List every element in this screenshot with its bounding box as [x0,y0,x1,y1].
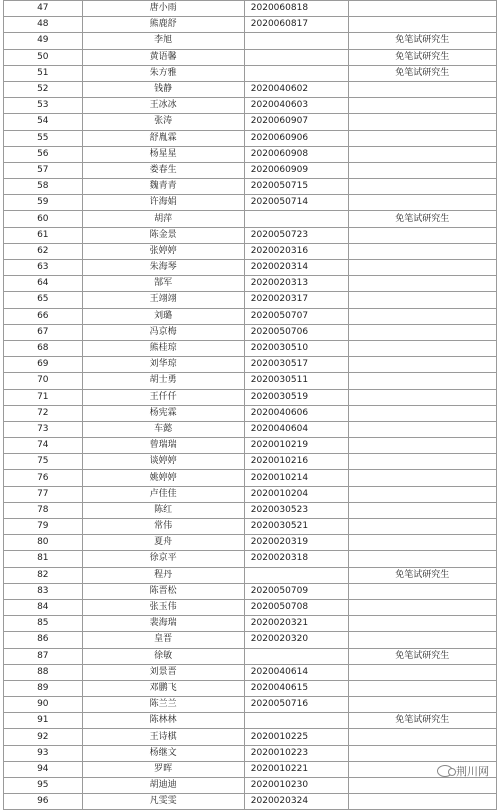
candidate-name: 王冰冰 [82,98,244,114]
candidate-name: 许海娟 [82,195,244,211]
remark: 免笔试研究生 [348,713,496,729]
candidate-name: 陈金景 [82,227,244,243]
exam-number: 2020050708 [244,599,348,615]
remark [348,729,496,745]
row-number: 49 [4,33,83,49]
remark: 免笔试研究生 [348,49,496,65]
row-number: 90 [4,697,83,713]
exam-number: 2020020317 [244,292,348,308]
exam-number: 2020010214 [244,470,348,486]
row-number: 73 [4,421,83,437]
remark [348,276,496,292]
table-row [4,340,497,356]
candidate-name: 陈红 [82,502,244,518]
row-number: 76 [4,470,83,486]
remark [348,308,496,324]
row-number: 87 [4,648,83,664]
table-row [4,162,497,178]
table-row [4,373,497,389]
row-number: 61 [4,227,83,243]
remark [348,502,496,518]
candidate-name: 熊桂琼 [82,340,244,356]
exam-number: 2020030519 [244,389,348,405]
row-number: 65 [4,292,83,308]
candidate-name: 程丹 [82,567,244,583]
row-number: 77 [4,486,83,502]
candidate-name: 黄语馨 [82,49,244,65]
row-number: 60 [4,211,83,227]
remark [348,486,496,502]
exam-number: 2020050706 [244,324,348,340]
row-number: 69 [4,357,83,373]
remark [348,599,496,615]
table-row [4,794,497,810]
watermark-text: 荆川网 [456,765,489,778]
row-number: 92 [4,729,83,745]
exam-number [244,713,348,729]
candidate-name: 朱海琴 [82,260,244,276]
row-number: 53 [4,98,83,114]
exam-number [244,33,348,49]
exam-number: 2020020324 [244,794,348,810]
row-number: 78 [4,502,83,518]
row-number: 84 [4,599,83,615]
candidate-name: 朱方雅 [82,65,244,81]
exam-number [244,211,348,227]
remark [348,778,496,794]
row-number: 48 [4,17,83,33]
remark [348,179,496,195]
row-number: 91 [4,713,83,729]
remark [348,405,496,421]
table-row [4,778,497,794]
remark [348,1,496,17]
table-row [4,599,497,615]
table-row [4,502,497,518]
remark [348,260,496,276]
table-row [4,308,497,324]
remark [348,324,496,340]
table-row [4,405,497,421]
exam-number: 2020040604 [244,421,348,437]
exam-number: 2020040615 [244,680,348,696]
candidate-name: 钱静 [82,81,244,97]
row-number: 96 [4,794,83,810]
row-number: 88 [4,664,83,680]
remark [348,551,496,567]
candidate-name: 陈林林 [82,713,244,729]
table-row [4,260,497,276]
row-number: 54 [4,114,83,130]
row-number: 81 [4,551,83,567]
row-number: 95 [4,778,83,794]
candidate-name: 胡迪迪 [82,778,244,794]
table-row [4,680,497,696]
exam-number: 2020050716 [244,697,348,713]
row-number: 80 [4,535,83,551]
table-row [4,130,497,146]
remark [348,535,496,551]
table-row [4,195,497,211]
chat-bubble-icon [437,765,453,777]
table-row [4,1,497,17]
row-number: 59 [4,195,83,211]
candidate-name: 王仟仟 [82,389,244,405]
table-row [4,114,497,130]
candidate-name: 曾瑞瑞 [82,438,244,454]
exam-number: 2020060908 [244,146,348,162]
remark [348,745,496,761]
candidate-name: 凡雯雯 [82,794,244,810]
candidate-name: 刘璐 [82,308,244,324]
table-row [4,519,497,535]
exam-number: 2020020313 [244,276,348,292]
candidate-name: 张玉伟 [82,599,244,615]
exam-number: 2020010204 [244,486,348,502]
candidate-name: 谈婷婷 [82,454,244,470]
table-row [4,324,497,340]
candidate-name: 陈兰兰 [82,697,244,713]
row-number: 83 [4,583,83,599]
candidate-name: 邓鹏飞 [82,680,244,696]
table-row [4,713,497,729]
table-row [4,421,497,437]
row-number: 79 [4,519,83,535]
exam-number: 2020020319 [244,535,348,551]
row-number: 82 [4,567,83,583]
exam-number: 2020030521 [244,519,348,535]
row-number: 55 [4,130,83,146]
table-row [4,65,497,81]
exam-number: 2020020316 [244,243,348,259]
remark [348,114,496,130]
remark: 免笔试研究生 [348,33,496,49]
row-number: 86 [4,632,83,648]
remark [348,357,496,373]
results-table [3,0,497,810]
table-row [4,454,497,470]
table-row [4,729,497,745]
table-row [4,81,497,97]
remark [348,794,496,810]
row-number: 72 [4,405,83,421]
candidate-name: 杨星星 [82,146,244,162]
exam-number: 2020010219 [244,438,348,454]
table-row [4,179,497,195]
remark: 免笔试研究生 [348,567,496,583]
exam-number: 2020060906 [244,130,348,146]
row-number: 51 [4,65,83,81]
exam-number: 2020040606 [244,405,348,421]
remark: 免笔试研究生 [348,211,496,227]
remark [348,421,496,437]
remark [348,81,496,97]
candidate-name: 卢佳佳 [82,486,244,502]
table-row [4,761,497,777]
exam-number: 2020020321 [244,616,348,632]
candidate-name: 王诗棋 [82,729,244,745]
exam-number: 2020010223 [244,745,348,761]
row-number: 70 [4,373,83,389]
candidate-name: 常伟 [82,519,244,535]
table-row [4,227,497,243]
row-number: 52 [4,81,83,97]
row-number: 67 [4,324,83,340]
table-row [4,292,497,308]
table-row [4,535,497,551]
row-number: 93 [4,745,83,761]
candidate-name: 杨继文 [82,745,244,761]
exam-number: 2020020314 [244,260,348,276]
exam-number [244,49,348,65]
remark [348,195,496,211]
candidate-name: 舒胤霖 [82,130,244,146]
table-row [4,616,497,632]
table-row [4,745,497,761]
remark [348,373,496,389]
exam-number: 2020050715 [244,179,348,195]
row-number: 68 [4,340,83,356]
remark [348,292,496,308]
exam-number: 2020040603 [244,98,348,114]
candidate-name: 胡士勇 [82,373,244,389]
row-number: 47 [4,1,83,17]
candidate-name: 娄春生 [82,162,244,178]
exam-number: 2020050707 [244,308,348,324]
remark [348,340,496,356]
remark [348,146,496,162]
table-row [4,697,497,713]
candidate-name: 郜军 [82,276,244,292]
remark [348,454,496,470]
remark [348,17,496,33]
exam-number: 2020060817 [244,17,348,33]
remark [348,389,496,405]
table-row [4,389,497,405]
remark [348,438,496,454]
remark [348,616,496,632]
candidate-name: 胡萍 [82,211,244,227]
row-number: 58 [4,179,83,195]
row-number: 63 [4,260,83,276]
row-number: 64 [4,276,83,292]
candidate-name: 徐敏 [82,648,244,664]
table-row [4,276,497,292]
table-row [4,470,497,486]
table-row [4,648,497,664]
candidate-name: 张婷婷 [82,243,244,259]
remark [348,98,496,114]
table-row [4,17,497,33]
candidate-name: 皇晋 [82,632,244,648]
exam-number: 2020020320 [244,632,348,648]
remark [348,680,496,696]
candidate-name: 裴海瑞 [82,616,244,632]
exam-number: 2020060818 [244,1,348,17]
row-number: 66 [4,308,83,324]
exam-number: 2020030523 [244,502,348,518]
row-number: 94 [4,761,83,777]
table-row [4,438,497,454]
remark [348,519,496,535]
remark [348,583,496,599]
exam-number: 2020030510 [244,340,348,356]
table-row [4,98,497,114]
exam-number [244,648,348,664]
exam-number: 2020010221 [244,761,348,777]
candidate-name: 陈晋松 [82,583,244,599]
remark [348,227,496,243]
table-row [4,357,497,373]
candidate-name: 车懿 [82,421,244,437]
table-row [4,583,497,599]
exam-number: 2020010225 [244,729,348,745]
candidate-name: 熊鹿舒 [82,17,244,33]
row-number: 56 [4,146,83,162]
row-number: 89 [4,680,83,696]
exam-number: 2020010230 [244,778,348,794]
exam-number: 2020050709 [244,583,348,599]
candidate-name: 姚婷婷 [82,470,244,486]
candidate-name: 李旭 [82,33,244,49]
table-row [4,211,497,227]
exam-number: 2020030517 [244,357,348,373]
remark [348,470,496,486]
table-row [4,146,497,162]
table-row [4,632,497,648]
remark: 免笔试研究生 [348,648,496,664]
exam-number: 2020030511 [244,373,348,389]
row-number: 75 [4,454,83,470]
results-table-body [4,1,497,810]
candidate-name: 魏青青 [82,179,244,195]
candidate-name: 张涛 [82,114,244,130]
exam-number: 2020060909 [244,162,348,178]
exam-number: 2020050723 [244,227,348,243]
remark [348,130,496,146]
exam-number: 2020020318 [244,551,348,567]
exam-number [244,65,348,81]
remark [348,632,496,648]
table-row [4,33,497,49]
row-number: 57 [4,162,83,178]
table-row [4,49,497,65]
table-row [4,567,497,583]
candidate-name: 王翊翊 [82,292,244,308]
remark [348,243,496,259]
table-row [4,243,497,259]
candidate-name: 罗晖 [82,761,244,777]
remark [348,162,496,178]
candidate-name: 刘华琼 [82,357,244,373]
row-number: 50 [4,49,83,65]
exam-number: 2020010216 [244,454,348,470]
table-row [4,551,497,567]
exam-number [244,567,348,583]
candidate-name: 杨宪霖 [82,405,244,421]
remark [348,697,496,713]
row-number: 62 [4,243,83,259]
exam-number: 2020040614 [244,664,348,680]
table-row [4,486,497,502]
exam-number: 2020040602 [244,81,348,97]
exam-number: 2020060907 [244,114,348,130]
candidate-name: 刘景晋 [82,664,244,680]
remark [348,664,496,680]
candidate-name: 唐小雨 [82,1,244,17]
table-row [4,664,497,680]
exam-number: 2020050714 [244,195,348,211]
remark: 免笔试研究生 [348,65,496,81]
candidate-name: 冯京梅 [82,324,244,340]
row-number: 85 [4,616,83,632]
watermark [437,763,489,779]
candidate-name: 夏舟 [82,535,244,551]
row-number: 71 [4,389,83,405]
row-number: 74 [4,438,83,454]
candidate-name: 徐京平 [82,551,244,567]
